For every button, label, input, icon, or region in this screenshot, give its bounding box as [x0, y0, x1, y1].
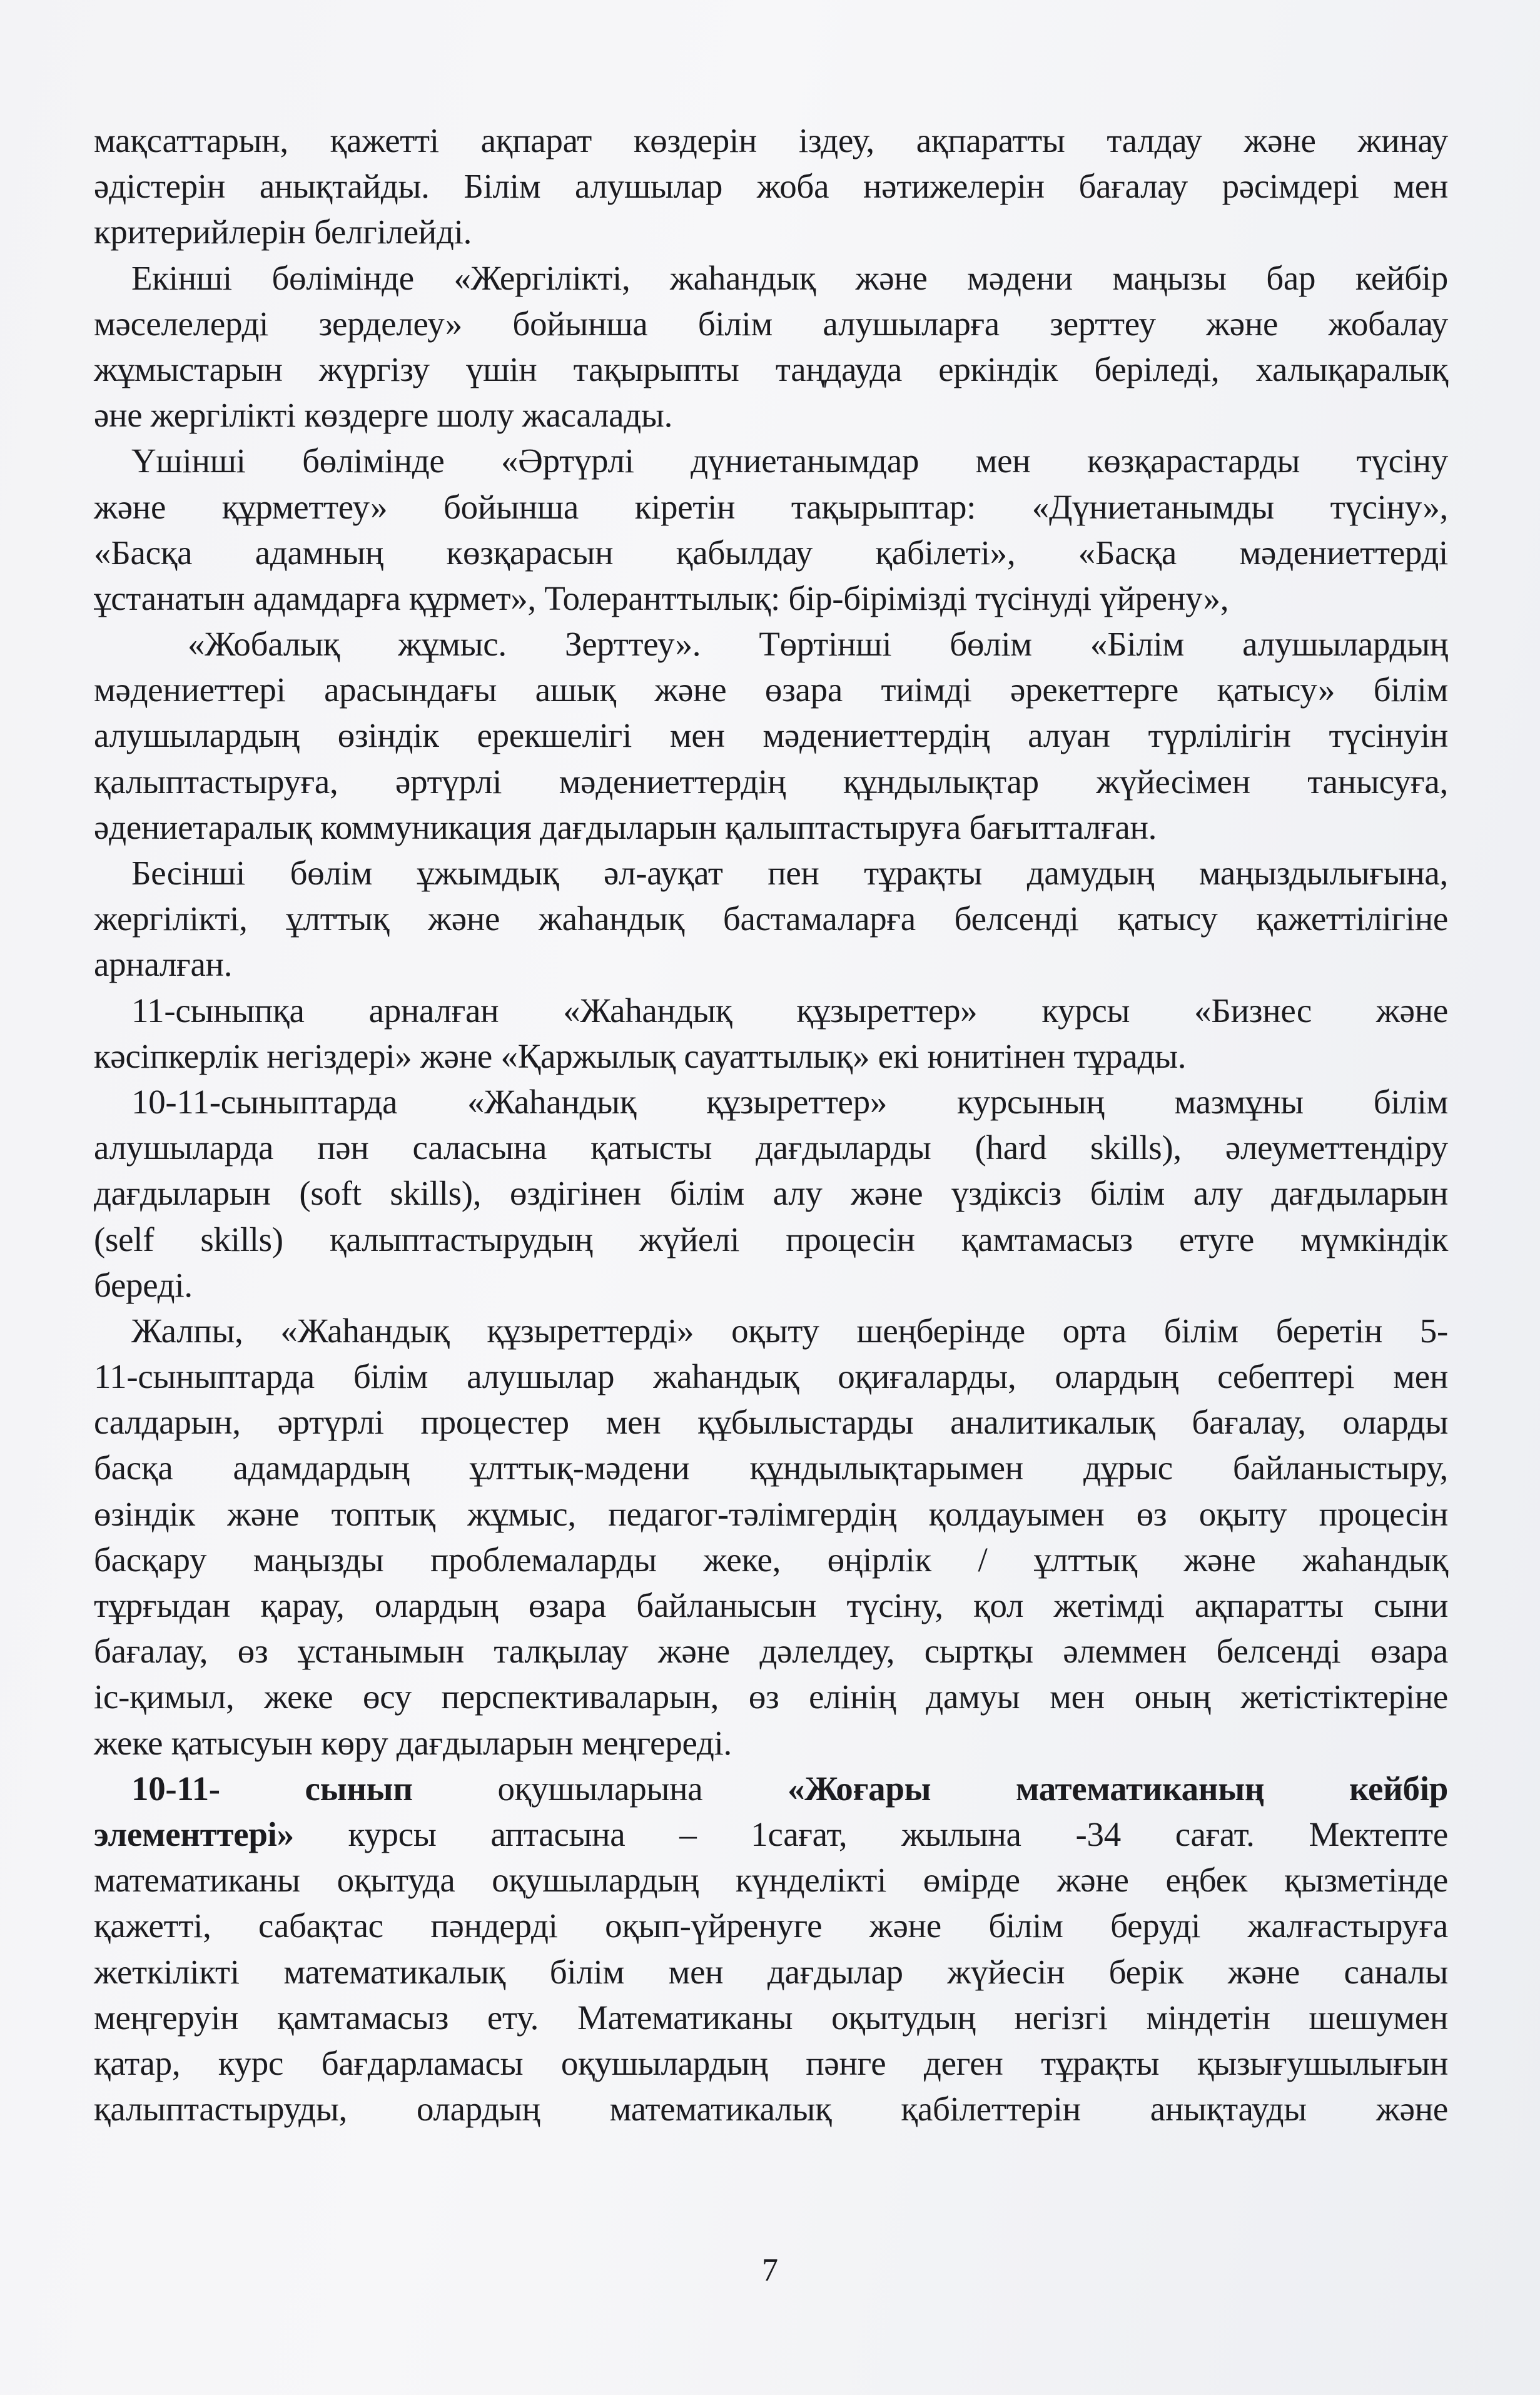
text-segment: оқушыларына: [412, 1769, 788, 1808]
text-line: әне жергілікті көздерге шолу жасалады.: [94, 396, 673, 435]
paragraph: [94, 1308, 1448, 1766]
text-line: тұрғыдан қарау, олардың өзара байланысын түсіну, қол жетімді ақпаратты сыни: [94, 1586, 1448, 1624]
text-line: Үшінші бөлімінде «Әртүрлі дүниетанымдар мен көзқарастарды түсіну: [131, 442, 1448, 480]
text-line: математиканы оқытуда оқушылардың күнделікті өмірде және еңбек қызметінде: [94, 1861, 1448, 1900]
text-line: басқару маңызды проблемаларды жеке, өңірлік / ұлттық және жаһандық: [94, 1540, 1448, 1579]
text-line: ұстанатын адамдарға құрмет», Толеранттылық: бір-бірімізді түсінуді үйрену»,: [94, 579, 1229, 617]
text-line: 11-сыныпқа арналған «Жаһандық құзыреттер» курсы «Бизнес және: [131, 991, 1448, 1030]
text-line: «Жобалық жұмыс. Зерттеу». Төртінші бөлім «Білім алушылардың: [188, 625, 1448, 664]
text-line: қатар, курс бағдарламасы оқушылардың пәнге деген тұрақты қызығушылығын: [94, 2043, 1448, 2082]
text-line: салдарын, әртүрлі процестер мен құбылыстарды аналитикалық бағалау, оларды: [94, 1403, 1448, 1442]
text-line: мақсаттарын, қажетті ақпарат көздерін іздеу, ақпаратты талдау және жинау: [94, 121, 1448, 159]
text-line: кәсіпкерлік негіздері» және «Қаржылық сауаттылық» екі юнитінен тұрады.: [94, 1036, 1187, 1075]
text-segment: курсы аптасына – 1сағат, жылына -34 сағат. Мектепте: [293, 1815, 1448, 1853]
text-line: критерийлерін белгілейді.: [94, 213, 472, 251]
text-line: бағалау, өз ұстанымын талқылау және дәлелдеу, сыртқы әлеммен белсенді өзара: [94, 1632, 1448, 1671]
text-line: іс-қимыл, жеке өсу перспективаларын, өз елінің дамуы мен оның жетістіктеріне: [94, 1678, 1448, 1716]
text-line: әдістерін анықтайды. Білім алушылар жоба нәтижелерін бағалау рәсімдері мен: [94, 167, 1448, 206]
text-line: 10-11-сыныптарда «Жаһандық құзыреттер» курсының мазмұны білім: [131, 1082, 1448, 1121]
page-number: 7: [762, 2252, 778, 2288]
text-line: жеке қатысуын көру дағдыларын меңгереді.: [94, 1723, 732, 1762]
body-text: [94, 118, 1448, 2132]
text-line: береді.: [94, 1265, 193, 1304]
text-line: мәселелерді зерделеу» бойынша білім алушыларға зерттеу және жобалау: [94, 304, 1448, 343]
text-line: Бесінші бөлім ұжымдық әл-ауқат пен тұрақты дамудың маңыздылығына,: [131, 854, 1448, 892]
text-line: [94, 1811, 1448, 1857]
bold-text: 10-11- сынып: [131, 1769, 413, 1808]
paragraph: [94, 850, 1448, 988]
text-line: басқа адамдардың ұлттық-мәдени құндылықтарымен дұрыс байланыстыру,: [94, 1449, 1448, 1487]
text-line: [94, 1766, 1448, 1811]
paragraph: [94, 1766, 1448, 2132]
text-line: жеткілікті математикалық білім мен дағдылар жүйесін берік және саналы: [94, 1952, 1448, 1991]
text-line: және құрметтеу» бойынша кіретін тақырыптар: «Дүниетанымды түсіну»,: [94, 487, 1448, 526]
bold-text: элементтері»: [94, 1815, 294, 1853]
paragraph: [94, 1079, 1448, 1308]
text-line: өзіндік және топтық жұмыс, педагог-тәлімгердің қолдауымен өз оқыту процесін: [94, 1494, 1448, 1533]
text-line: дағдыларын (soft skills), өздігінен білім алу және үздіксіз білім алу дағдыларын: [94, 1174, 1448, 1213]
text-line: Екінші бөлімінде «Жергілікті, жаһандық және мәдени маңызы бар кейбір: [131, 258, 1448, 297]
paragraph: [94, 621, 1448, 850]
text-line: 11-сыныптарда білім алушылар жаһандық оқиғаларды, олардың себептері мен: [94, 1357, 1448, 1396]
text-line: алушыларда пән саласына қатысты дағдыларды (hard skills), әлеуметтендіру: [94, 1128, 1448, 1167]
bold-text: «Жоғары математиканың кейбір: [788, 1769, 1448, 1808]
text-line: мәдениеттері арасындағы ашық және өзара тиімді әрекеттерге қатысу» білім: [94, 671, 1448, 709]
paragraph: [94, 118, 1448, 255]
text-line: жұмыстарын жүргізу үшін тақырыпты таңдауда еркіндік беріледі, халықаралық: [94, 350, 1448, 388]
text-line: «Басқа адамның көзқарасын қабылдау қабілеті», «Басқа мәдениеттерді: [94, 533, 1448, 572]
text-line: алушылардың өзіндік ерекшелігі мен мәдениеттердің алуан түрлілігін түсінуін: [94, 716, 1448, 755]
paragraph: [94, 438, 1448, 621]
text-line: әдениетаралық коммуникация дағдыларын қалыптастыруға бағытталған.: [94, 808, 1157, 846]
paragraph: [94, 988, 1448, 1079]
text-line: меңгеруін қамтамасыз ету. Математиканы оқытудың негізгі міндетін шешумен: [94, 1998, 1448, 2037]
text-line: (self skills) қалыптастырудың жүйелі процесін қамтамасыз етуге мүмкіндік: [94, 1220, 1448, 1258]
text-line: қалыптастыруға, әртүрлі мәдениеттердің құндылықтар жүйесімен танысуға,: [94, 762, 1448, 801]
text-line: қажетті, сабақтас пәндерді оқып-үйренуге және білім беруді жалғастыруға: [94, 1906, 1448, 1945]
text-line: арналған.: [94, 945, 233, 984]
text-line: Жалпы, «Жаһандық құзыреттерді» оқыту шеңберінде орта білім беретін 5-: [131, 1311, 1448, 1350]
paragraph: [94, 255, 1448, 438]
text-line: жергілікті, ұлттық және жаһандық бастамаларға белсенді қатысу қажеттілігіне: [94, 899, 1448, 938]
text-line: қалыптастыруды, олардың математикалық қабілеттерін анықтауды және: [94, 2090, 1448, 2129]
